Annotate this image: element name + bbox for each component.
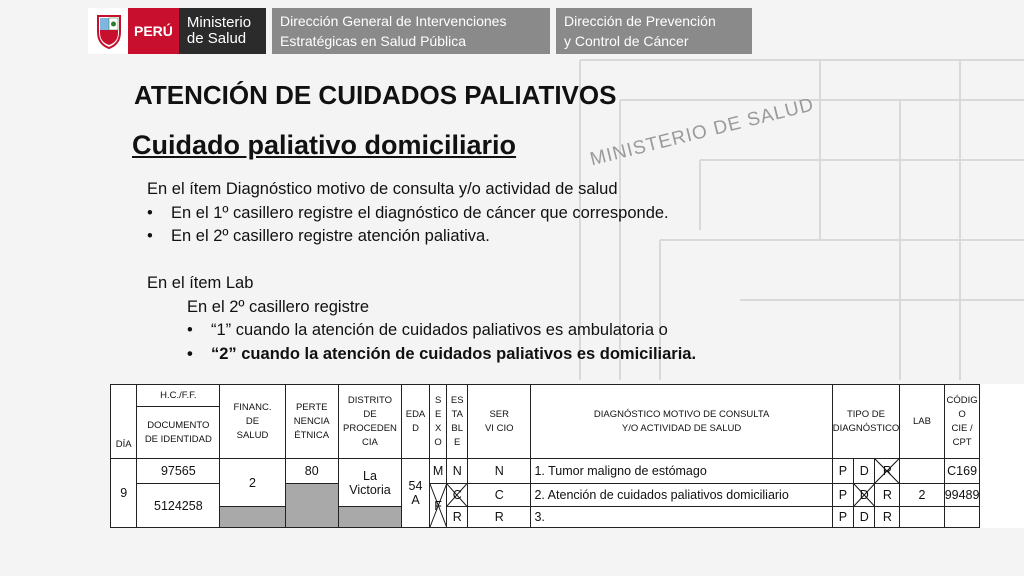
cell-tipo-r-label: R	[882, 464, 892, 478]
department-2-line2: y Control de Cáncer	[564, 33, 689, 49]
department-1-line2: Estratégicas en Salud Pública	[280, 33, 466, 49]
ministry-logo	[88, 8, 266, 54]
bullet-text: En el 1º casillero registre el diagnóstico de cáncer que corresponde.	[171, 203, 669, 222]
cell-tipo-d[interactable]: D	[854, 507, 875, 528]
cell-financ-blank	[220, 507, 285, 528]
header-codigo: CÓDIG O CIE / CPT	[944, 385, 980, 459]
bullet-icon: •	[187, 321, 193, 339]
slide-subtitle: Cuidado paliativo domiciliario	[132, 130, 517, 160]
header-financ: FINANC. DE SALUD	[220, 385, 285, 459]
cell-tipo-p[interactable]: P	[832, 507, 853, 528]
bullet-text: “2” cuando la atención de cuidados paliativos es domiciliaria.	[211, 344, 697, 363]
cell-code[interactable]	[944, 507, 980, 528]
cell-pertenencia-blank	[285, 484, 338, 528]
cell-sexo-f[interactable]	[429, 484, 447, 528]
logo-ministry-line1: Ministerio	[186, 14, 252, 31]
cell-diagnosis[interactable]: 2. Atención de cuidados paliativos domiciliario	[531, 484, 832, 507]
cell-estab[interactable]	[447, 484, 468, 507]
header-sexo: S E X O	[429, 385, 447, 459]
logo-ministry	[179, 8, 266, 54]
cell-serv[interactable]: C	[468, 484, 531, 507]
bullet-icon: •	[187, 344, 193, 363]
cell-sexo-f-label: F	[434, 498, 442, 513]
cell-diagnosis[interactable]: 1. Tumor maligno de estómago	[531, 459, 832, 484]
bullet-text: “1” cuando la atención de cuidados paliativos es ambulatoria o	[211, 321, 668, 339]
bullet-item	[147, 343, 696, 367]
cell-day[interactable]: 9	[111, 459, 137, 528]
cell-tipo-r[interactable]	[875, 459, 900, 484]
header-documento: DOCUMENTO DE IDENTIDAD	[137, 407, 220, 459]
cell-diagnosis[interactable]: 3.	[531, 507, 832, 528]
header-edad: EDA D	[402, 385, 430, 459]
cell-tipo-p[interactable]: P	[832, 484, 853, 507]
cell-tipo-d[interactable]	[854, 484, 875, 507]
watermark: MINISTERIO DE SALUD	[588, 94, 817, 171]
header-pertenencia: PERTE NENCIA ÉTNICA	[285, 385, 338, 459]
cell-estab[interactable]: R	[447, 507, 468, 528]
header-establecimiento: ES TA BL E	[447, 385, 468, 459]
cell-financ[interactable]: 2	[220, 459, 285, 507]
cell-sexo-m[interactable]: M	[429, 459, 447, 484]
bullet-item	[147, 202, 696, 226]
logo-ministry-line2: de Salud	[186, 30, 247, 47]
cell-code[interactable]: C169	[944, 459, 980, 484]
spacer	[147, 249, 696, 273]
department-1-line1: Dirección General de Intervenciones	[280, 13, 507, 29]
cell-serv[interactable]: R	[468, 507, 531, 528]
header-diagnostico: DIAGNÓSTICO MOTIVO DE CONSULTA Y/O ACTIVIDAD DE SALUD	[531, 385, 832, 459]
slide-title: ATENCIÓN DE CUIDADOS PALIATIVOS	[134, 80, 617, 110]
cell-documento[interactable]: 5124258	[137, 484, 220, 528]
cell-tipo-d[interactable]: D	[854, 459, 875, 484]
bullet-icon: •	[147, 203, 153, 222]
header-distrito: DISTRITO DE PROCEDEN CIA	[338, 385, 401, 459]
cell-tipo-r[interactable]: R	[875, 507, 900, 528]
bullet-icon: •	[147, 227, 153, 245]
cell-tipo-p[interactable]: P	[832, 459, 853, 484]
registration-table	[110, 384, 1024, 528]
cell-lab[interactable]	[900, 507, 944, 528]
cell-lab[interactable]	[900, 459, 944, 484]
cell-code[interactable]: 99489	[944, 484, 980, 507]
header-tipo-diagnostico: TIPO DE DIAGNÓSTICO	[832, 385, 900, 459]
cell-serv[interactable]: N	[468, 459, 531, 484]
header	[0, 0, 1024, 60]
cell-hc[interactable]: 97565	[137, 459, 220, 484]
intro-text: En el ítem Diagnóstico motivo de consulta y/o actividad de salud	[147, 180, 618, 198]
cell-distrito-blank	[338, 507, 401, 528]
bullet-item	[147, 319, 696, 343]
header-hc: H.C./F.F.	[137, 385, 220, 407]
cell-tipo-r[interactable]: R	[875, 484, 900, 507]
bullet-item	[147, 225, 696, 249]
lab-sub-text: En el 2º casillero registre	[187, 297, 370, 316]
cell-tipo-d-label: D	[859, 488, 869, 502]
cell-estab-label: C	[452, 488, 462, 502]
coat-of-arms-icon	[94, 12, 124, 50]
header-servicio: SER VI CIO	[468, 385, 531, 459]
department-2-line1: Dirección de Prevención	[564, 13, 716, 29]
header-dia: DÍA	[111, 385, 137, 459]
header-lab: LAB	[900, 385, 944, 459]
department-box-1	[272, 8, 550, 54]
instructions	[147, 178, 696, 366]
cell-distrito[interactable]: La Victoria	[338, 459, 401, 507]
cell-pertenencia[interactable]: 80	[285, 459, 338, 484]
bullet-text: En el 2º casillero registre atención paliativa.	[171, 227, 490, 245]
department-box-2	[556, 8, 752, 54]
cell-estab[interactable]: N	[447, 459, 468, 484]
cell-edad[interactable]: 54 A	[402, 459, 430, 528]
cell-lab[interactable]: 2	[900, 484, 944, 507]
logo-country: PERÚ	[128, 8, 179, 54]
lab-intro-text: En el ítem Lab	[147, 274, 254, 292]
